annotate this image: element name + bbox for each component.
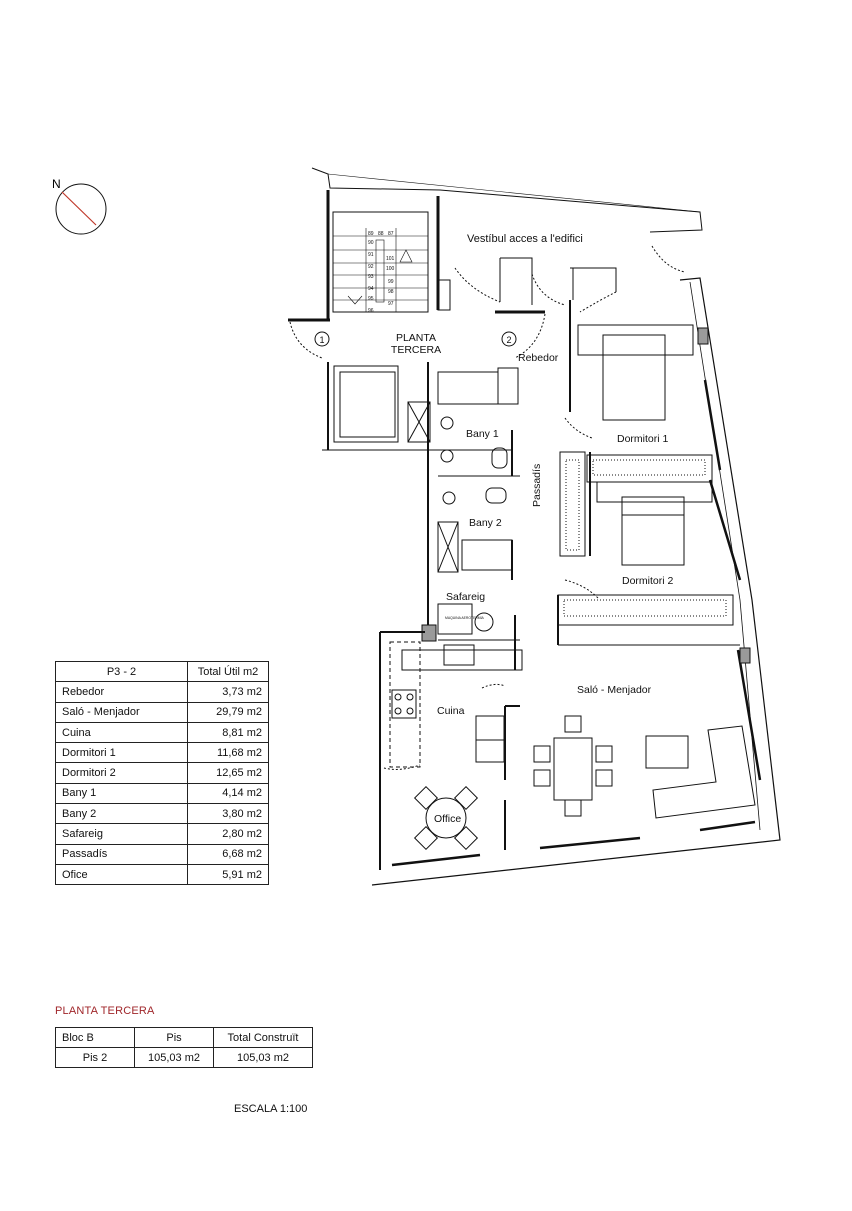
column <box>740 648 750 663</box>
room-name: Rebedor <box>56 682 188 702</box>
stair-number: 90 <box>368 240 374 246</box>
room-area: 8,81 m2 <box>188 722 269 742</box>
coffee-table <box>646 736 688 768</box>
stair-number: 94 <box>368 286 374 292</box>
door-marker: 2 <box>506 335 512 345</box>
room-name: Safareig <box>56 824 188 844</box>
room-area: 12,65 m2 <box>188 763 269 783</box>
table-row <box>56 722 269 742</box>
stair-number: 95 <box>368 296 374 302</box>
room-name: Bany 1 <box>56 783 188 803</box>
room-name: Passadís <box>56 844 188 864</box>
room-area: 3,80 m2 <box>188 804 269 824</box>
room-name: Dormitori 2 <box>56 763 188 783</box>
room-label-bany2: Bany 2 <box>469 517 502 529</box>
stair-number: 89 <box>368 231 374 237</box>
room-label-office: Office <box>434 813 462 825</box>
table-row <box>56 864 269 884</box>
area-table <box>55 661 269 885</box>
facade-top-wall <box>312 168 702 232</box>
fridge <box>476 716 504 762</box>
summary-total: 105,03 m2 <box>214 1048 313 1068</box>
room-label-safareig: Safareig <box>446 591 486 603</box>
room-label-cuina: Cuina <box>437 705 465 717</box>
stair-number: 92 <box>368 264 374 270</box>
room-name: Saló - Menjador <box>56 702 188 722</box>
stair-number: 93 <box>368 274 374 280</box>
stair-number: 91 <box>368 252 374 258</box>
summary-header-pis: Pis <box>135 1028 214 1048</box>
column <box>698 328 708 344</box>
north-compass-icon <box>52 177 106 234</box>
room-label-dormitori2: Dormitori 2 <box>622 575 674 587</box>
stair-number: 87 <box>388 231 394 237</box>
north-label: N <box>52 177 61 191</box>
stair-numbers <box>368 231 395 314</box>
stair-number: 96 <box>368 308 374 314</box>
summary-header <box>56 1028 313 1048</box>
table-row <box>56 1048 313 1068</box>
sofa <box>653 726 755 818</box>
cooktop <box>392 690 416 718</box>
room-area: 29,79 m2 <box>188 702 269 722</box>
stair-number: 100 <box>386 266 395 272</box>
stair-number: 98 <box>388 289 394 295</box>
room-area: 11,68 m2 <box>188 743 269 763</box>
section-title: PLANTA TERCERA <box>55 1005 155 1017</box>
room-area: 6,68 m2 <box>188 844 269 864</box>
dining-table <box>554 738 592 800</box>
summary-area: 105,03 m2 <box>135 1048 214 1068</box>
table-row <box>56 844 269 864</box>
stair-number: 99 <box>388 279 394 285</box>
room-label-vestibul: Vestíbul acces a l'edifici <box>467 233 583 245</box>
scale-label: ESCALA 1:100 <box>234 1103 308 1115</box>
summary-table <box>55 1027 313 1068</box>
bed-dormitori2 <box>622 497 684 565</box>
bed-dormitori1 <box>603 335 665 420</box>
stair-core <box>333 212 428 312</box>
floor-label: TERCERA <box>390 344 442 356</box>
area-table-total-header: Total Útil m2 <box>188 662 269 682</box>
room-label-rebedor: Rebedor <box>518 352 559 364</box>
room-name: Bany 2 <box>56 804 188 824</box>
room-label-passadis: Passadís <box>531 463 543 507</box>
area-table-header <box>56 662 269 682</box>
room-area: 2,80 m2 <box>188 824 269 844</box>
stair-number: 97 <box>388 301 394 307</box>
table-row <box>56 682 269 702</box>
table-row <box>56 763 269 783</box>
stair-treads <box>333 228 428 312</box>
stair-number: 88 <box>378 231 384 237</box>
summary-header-total: Total Construït <box>214 1028 313 1048</box>
room-name: Cuina <box>56 722 188 742</box>
room-area: 4,14 m2 <box>188 783 269 803</box>
door-marker: 1 <box>319 335 325 345</box>
table-row <box>56 702 269 722</box>
table-row <box>56 783 269 803</box>
area-table-unit-header: P3 - 2 <box>56 662 188 682</box>
room-area: 5,91 m2 <box>188 864 269 884</box>
appliance-label: MAQUINA AEROTERMIA <box>445 616 484 620</box>
room-name: Ofice <box>56 864 188 884</box>
table-row <box>56 804 269 824</box>
room-label-dormitori1: Dormitori 1 <box>617 433 669 445</box>
room-label-salo: Saló - Menjador <box>577 684 652 696</box>
table-row <box>56 743 269 763</box>
room-name: Dormitori 1 <box>56 743 188 763</box>
room-label-bany1: Bany 1 <box>466 428 499 440</box>
table-row <box>56 824 269 844</box>
summary-header-bloc: Bloc B <box>56 1028 135 1048</box>
stair-number: 101 <box>386 256 395 262</box>
room-area: 3,73 m2 <box>188 682 269 702</box>
floor-label: PLANTA <box>395 332 437 344</box>
summary-unit: Pis 2 <box>56 1048 135 1068</box>
